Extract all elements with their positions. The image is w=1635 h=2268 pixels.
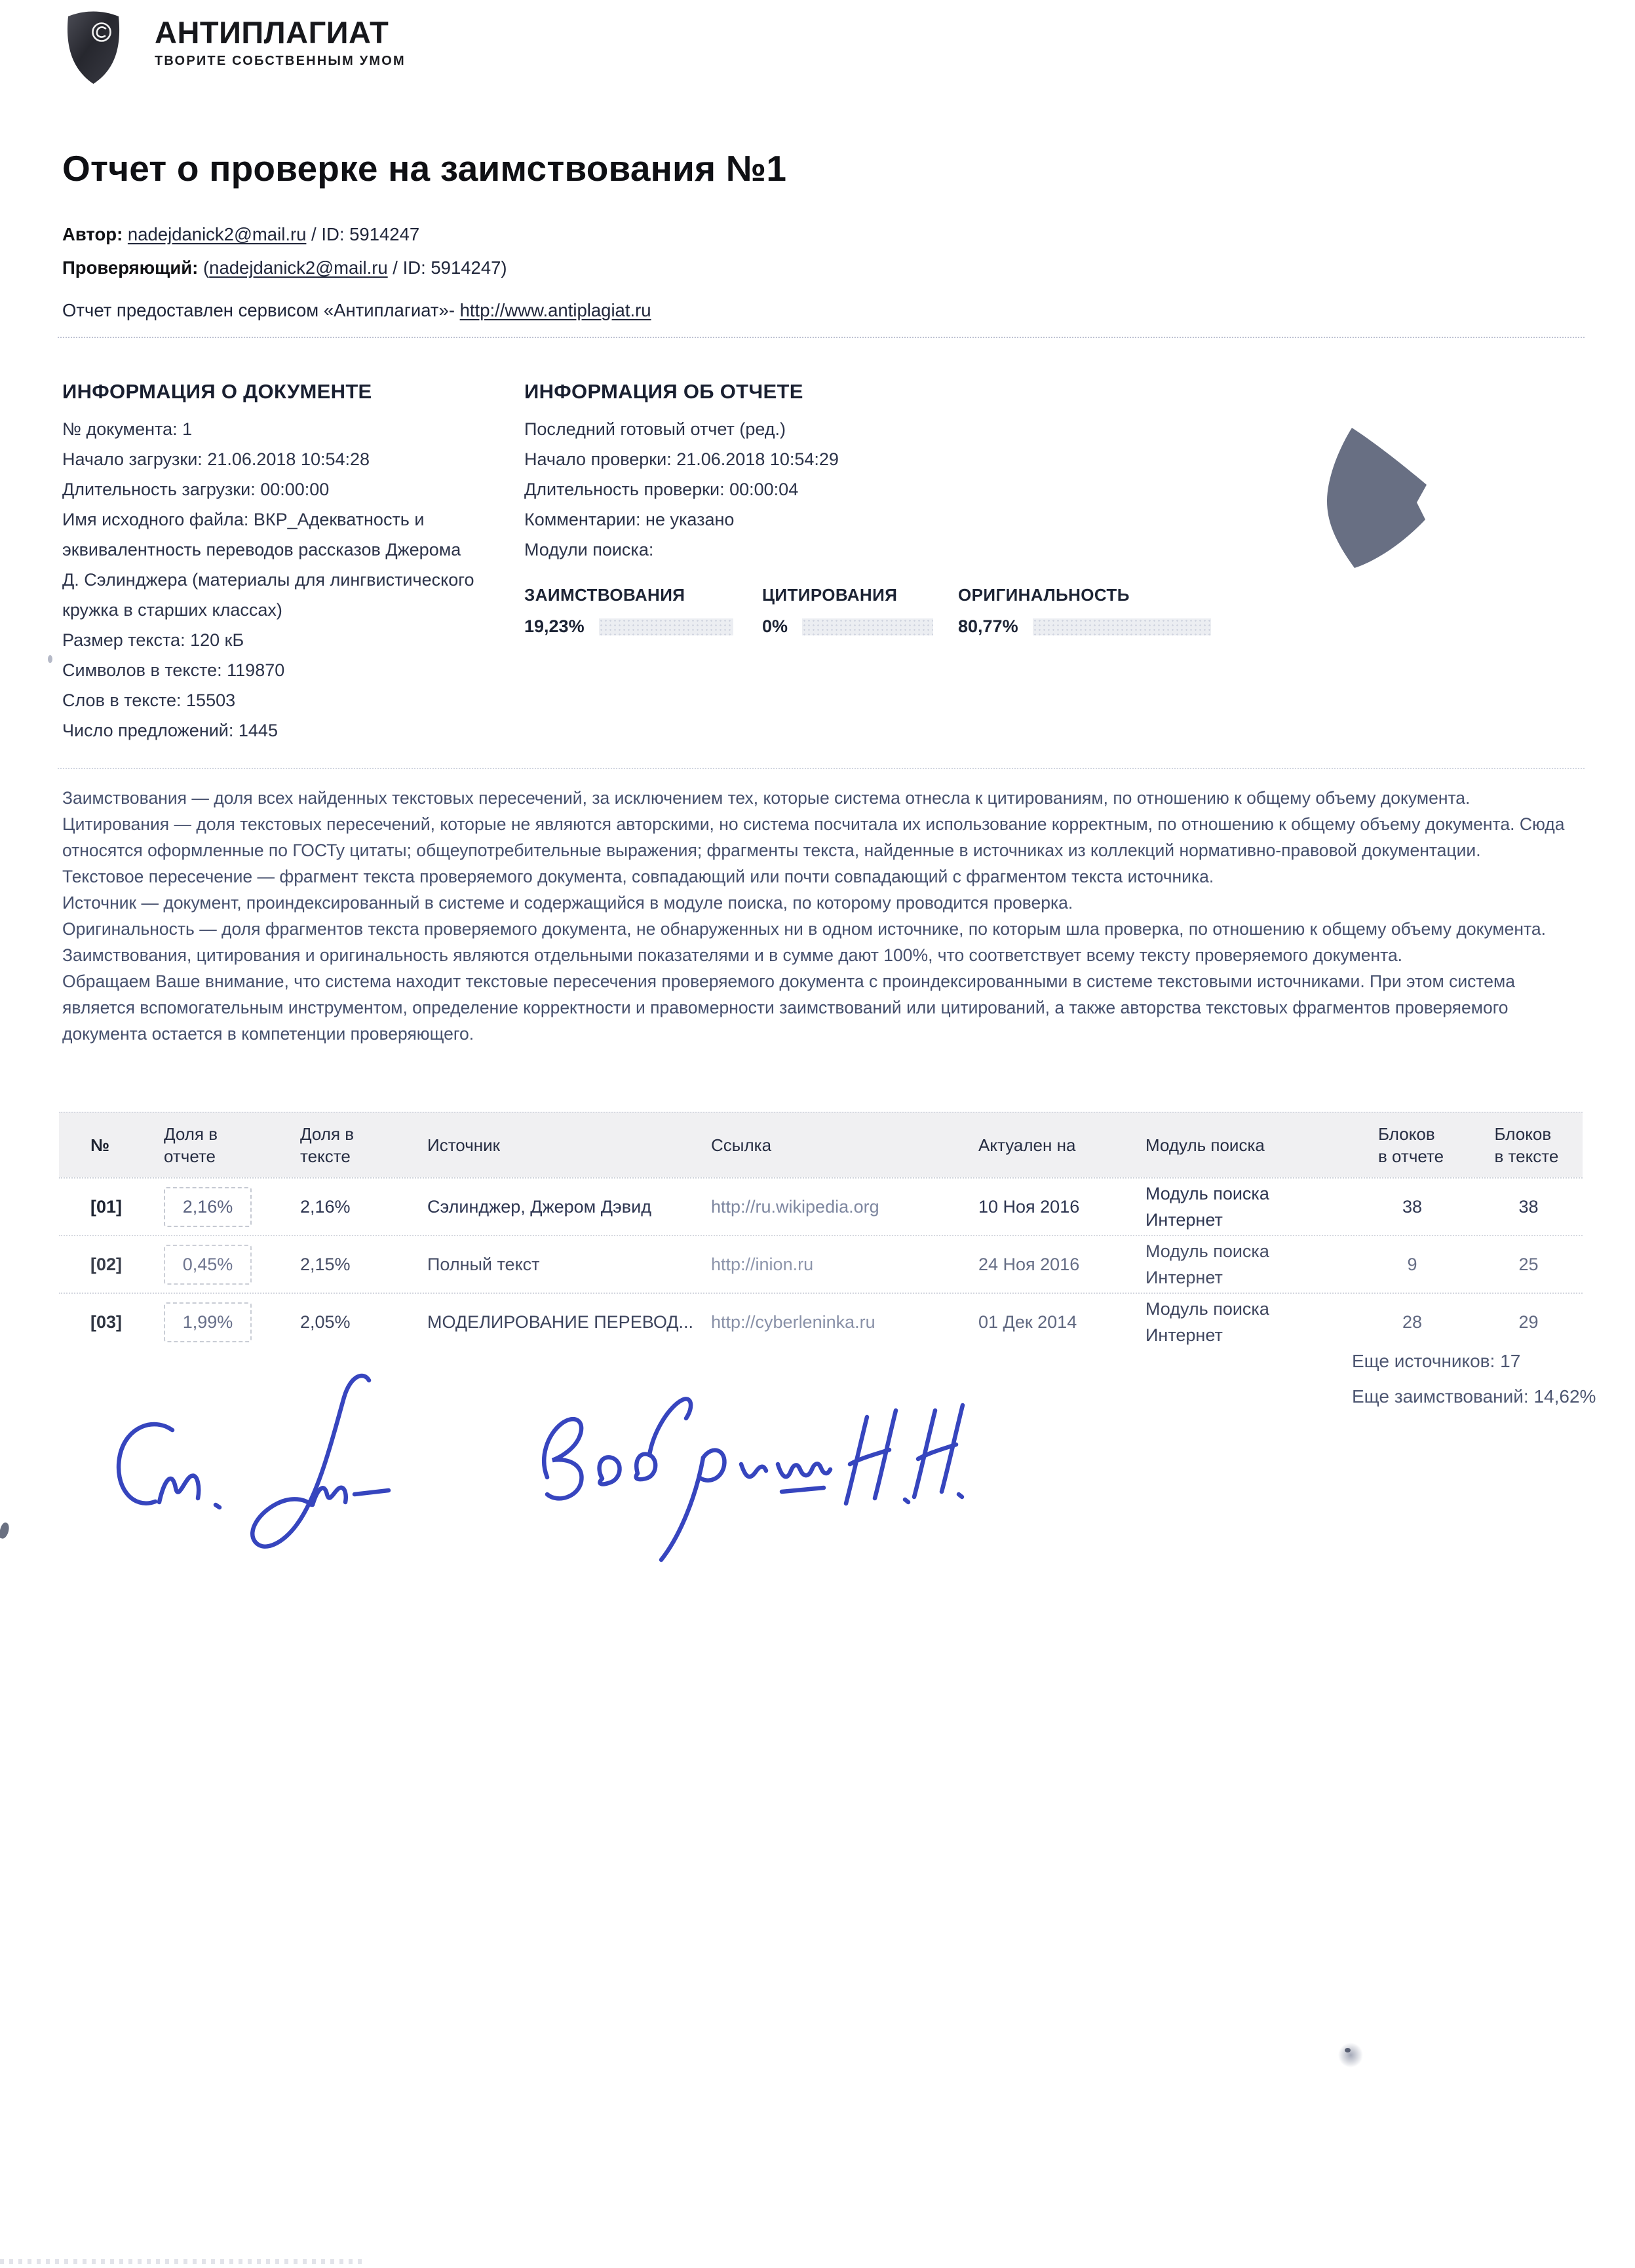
brand-suffix: ПЛАГИАТ (241, 15, 389, 50)
search-module: Модуль поиска Интернет (1145, 1299, 1269, 1345)
page-title: Отчет о проверке на заимствования №1 (62, 148, 787, 189)
col-header-blocks-report: Блоков в отчете (1378, 1124, 1444, 1166)
col-header-share-report: Доля в отчете (164, 1124, 218, 1166)
blocks-in-report: 28 (1402, 1312, 1423, 1332)
metric-originality-bar (1033, 618, 1211, 635)
sources-table (59, 1112, 1583, 1350)
col-header-link: Ссылка (711, 1135, 772, 1155)
brand-tagline: ТВОРИТЕ СОБСТВЕННЫМ УМОМ (155, 54, 406, 68)
metric-originality-value: 80,77% (958, 616, 1018, 636)
blocks-in-text: 25 (1518, 1254, 1539, 1274)
report-info-item: Модули поиска: (524, 540, 654, 559)
metric-borrowings-bar (599, 618, 733, 635)
col-header-module: Модуль поиска (1145, 1135, 1265, 1155)
table-row (59, 1177, 1583, 1235)
metric-borrowings-label: ЗАИМСТВОВАНИЯ (524, 585, 685, 605)
author-email-link[interactable]: nadejdanick2@mail.ru (127, 224, 307, 244)
scan-artifact (1338, 2043, 1363, 2068)
handwritten-signature (88, 1366, 967, 1569)
col-header-num: № (90, 1135, 109, 1155)
share-report-box: 1,99% (164, 1302, 252, 1342)
doc-info-item: Символов в тексте: 119870 (62, 660, 285, 680)
definition-paragraph: Заимствования — доля всех найденных текстовых пересечений, за исключением тех, которые система отнесла к цитированиям, по отношению к общему объему документа. (62, 788, 1471, 808)
doc-info-item: Имя исходного файла: ВКР_Адекватность и эквивалентность переводов рассказов Джерома Д. Сэлинджера (материалы для лингвистического кружка в старших классах) (62, 510, 474, 620)
doc-info-heading: ИНФОРМАЦИЯ О ДОКУМЕНТЕ (62, 380, 372, 403)
doc-info-item: № документа: 1 (62, 419, 193, 439)
more-sources: Еще источников: 17 (1352, 1351, 1521, 1371)
report-info-item: Последний готовый отчет (ред.) (524, 419, 786, 439)
scan-artifact (0, 2259, 367, 2264)
share-text-value: 2,15% (300, 1254, 351, 1274)
metric-borrowings (524, 585, 733, 637)
doc-info-item: Число предложений: 1445 (62, 721, 278, 740)
definition-paragraph: Текстовое пересечение — фрагмент текста проверяемого документа, совпадающий или почти совпадающий с фрагментом текста источника. (62, 867, 1214, 886)
source-name: МОДЕЛИРОВАНИЕ ПЕРЕВОД... (427, 1312, 694, 1332)
search-module: Модуль поиска Интернет (1145, 1184, 1269, 1230)
blocks-in-report: 38 (1402, 1196, 1423, 1217)
reviewer-paren: ( (198, 257, 210, 278)
pie-chart-wedge (1314, 416, 1435, 576)
definition-paragraph: Обращаем Ваше внимание, что система находит текстовые пересечения проверяемого документа с проиндексированными в системе текстовыми источниками. При этом система является вспомогательным инструментом, определение корректности и правомерности заимствований или цитирований, а также авторства текстовых фрагментов проверяемого документа остается в компетенции проверяющего. (62, 972, 1515, 1044)
scan-artifact (48, 655, 52, 663)
source-link[interactable]: http://inion.ru (711, 1254, 814, 1274)
definition-paragraph: Заимствования, цитирования и оригинальность являются отдельными показателями и в сумме дают 100%, что соответствует всему тексту проверяемого документа. (62, 945, 1403, 965)
doc-info-item: Слов в тексте: 15503 (62, 690, 236, 710)
shield-logo-icon (62, 8, 125, 88)
metric-citations-bar (802, 618, 933, 635)
table-row (59, 1235, 1583, 1293)
search-module: Модуль поиска Интернет (1145, 1241, 1269, 1287)
blocks-in-text: 38 (1518, 1196, 1539, 1217)
actual-date: 01 Дек 2014 (978, 1312, 1077, 1332)
actual-date: 24 Ноя 2016 (978, 1254, 1080, 1274)
doc-info-list (62, 414, 482, 746)
metric-originality-label: ОРИГИНАЛЬНОСТЬ (958, 585, 1130, 605)
scan-artifact (0, 1522, 10, 1540)
report-info-item: Комментарии: не указано (524, 510, 735, 529)
metric-originality (958, 585, 1211, 637)
definition-paragraph: Оригинальность — доля фрагментов текста проверяемого документа, не обнаруженных ни в одном источнике, по которым шла проверка, по отношению к общему объему документа. (62, 919, 1546, 939)
reviewer-id: / ID: 5914247) (387, 257, 507, 278)
service-line (62, 300, 651, 321)
definition-paragraph: Источник — документ, проиндексированный в системе и содержащийся в модуле поиска, по которому проводится проверка. (62, 893, 1073, 913)
separator-line (58, 768, 1585, 769)
share-text-value: 2,05% (300, 1312, 351, 1332)
col-header-source: Источник (427, 1135, 500, 1155)
col-header-actual: Актуален на (978, 1135, 1076, 1155)
row-num: [03] (90, 1312, 123, 1332)
report-info-heading: ИНФОРМАЦИЯ ОБ ОТЧЕТЕ (524, 380, 803, 403)
row-num: [01] (90, 1196, 123, 1217)
share-report-box: 0,45% (164, 1245, 252, 1285)
source-name: Сэлинджер, Джером Дэвид (427, 1196, 651, 1217)
reviewer-label: Проверяющий: (62, 257, 199, 278)
share-report-box: 2,16% (164, 1187, 252, 1227)
report-info-item: Длительность проверки: 00:00:04 (524, 480, 799, 499)
brand-prefix: АНТИ (155, 15, 242, 50)
author-label: Автор: (62, 224, 123, 244)
source-link[interactable]: http://ru.wikipedia.org (711, 1196, 879, 1217)
table-row (59, 1293, 1583, 1350)
col-header-blocks-text: Блоков в тексте (1494, 1124, 1559, 1166)
definition-paragraph: Цитирования — доля текстовых пересечений, которые не являются авторскими, но система посчитала их использование корректным, по отношению к общему объему документа. Сюда относятся оформленные по ГОСТу цитаты; общеупотребительные выражения; фрагменты текста, найденные в источниках из коллекций нормативно-правовой документации. (62, 814, 1565, 860)
antiplagiat-logo (62, 8, 406, 88)
separator-line (58, 337, 1585, 338)
more-borrowings: Еще заимствований: 14,62% (1352, 1386, 1596, 1407)
metric-borrowings-value: 19,23% (524, 616, 585, 636)
blocks-in-text: 29 (1518, 1312, 1539, 1332)
metric-citations (762, 585, 933, 637)
row-num: [02] (90, 1254, 123, 1274)
author-line (62, 224, 419, 245)
report-info-item: Начало проверки: 21.06.2018 10:54:29 (524, 449, 839, 469)
logo-text (155, 8, 406, 69)
definitions-block (62, 785, 1577, 1047)
author-id: / ID: 5914247 (306, 224, 420, 244)
brand-name (155, 17, 406, 48)
reviewer-line (62, 257, 507, 278)
source-name: Полный текст (427, 1254, 540, 1274)
report-info-list (524, 414, 957, 565)
doc-info-item: Начало загрузки: 21.06.2018 10:54:28 (62, 449, 370, 469)
blocks-in-report: 9 (1407, 1254, 1417, 1274)
actual-date: 10 Ноя 2016 (978, 1196, 1080, 1217)
service-text: Отчет предоставлен сервисом «Антиплагиат»- (62, 300, 460, 320)
col-header-share-text: Доля в тексте (300, 1124, 355, 1166)
metric-citations-label: ЦИТИРОВАНИЯ (762, 585, 898, 605)
reviewer-email-link[interactable]: nadejdanick2@mail.ru (209, 257, 388, 278)
table-header-row (59, 1112, 1583, 1177)
metric-citations-value: 0% (762, 616, 788, 636)
share-text-value: 2,16% (300, 1196, 351, 1217)
source-link[interactable]: http://cyberleninka.ru (711, 1312, 875, 1332)
service-link[interactable]: http://www.antiplagiat.ru (459, 300, 651, 320)
doc-info-item: Длительность загрузки: 00:00:00 (62, 480, 330, 499)
doc-info-item: Размер текста: 120 кБ (62, 630, 244, 650)
